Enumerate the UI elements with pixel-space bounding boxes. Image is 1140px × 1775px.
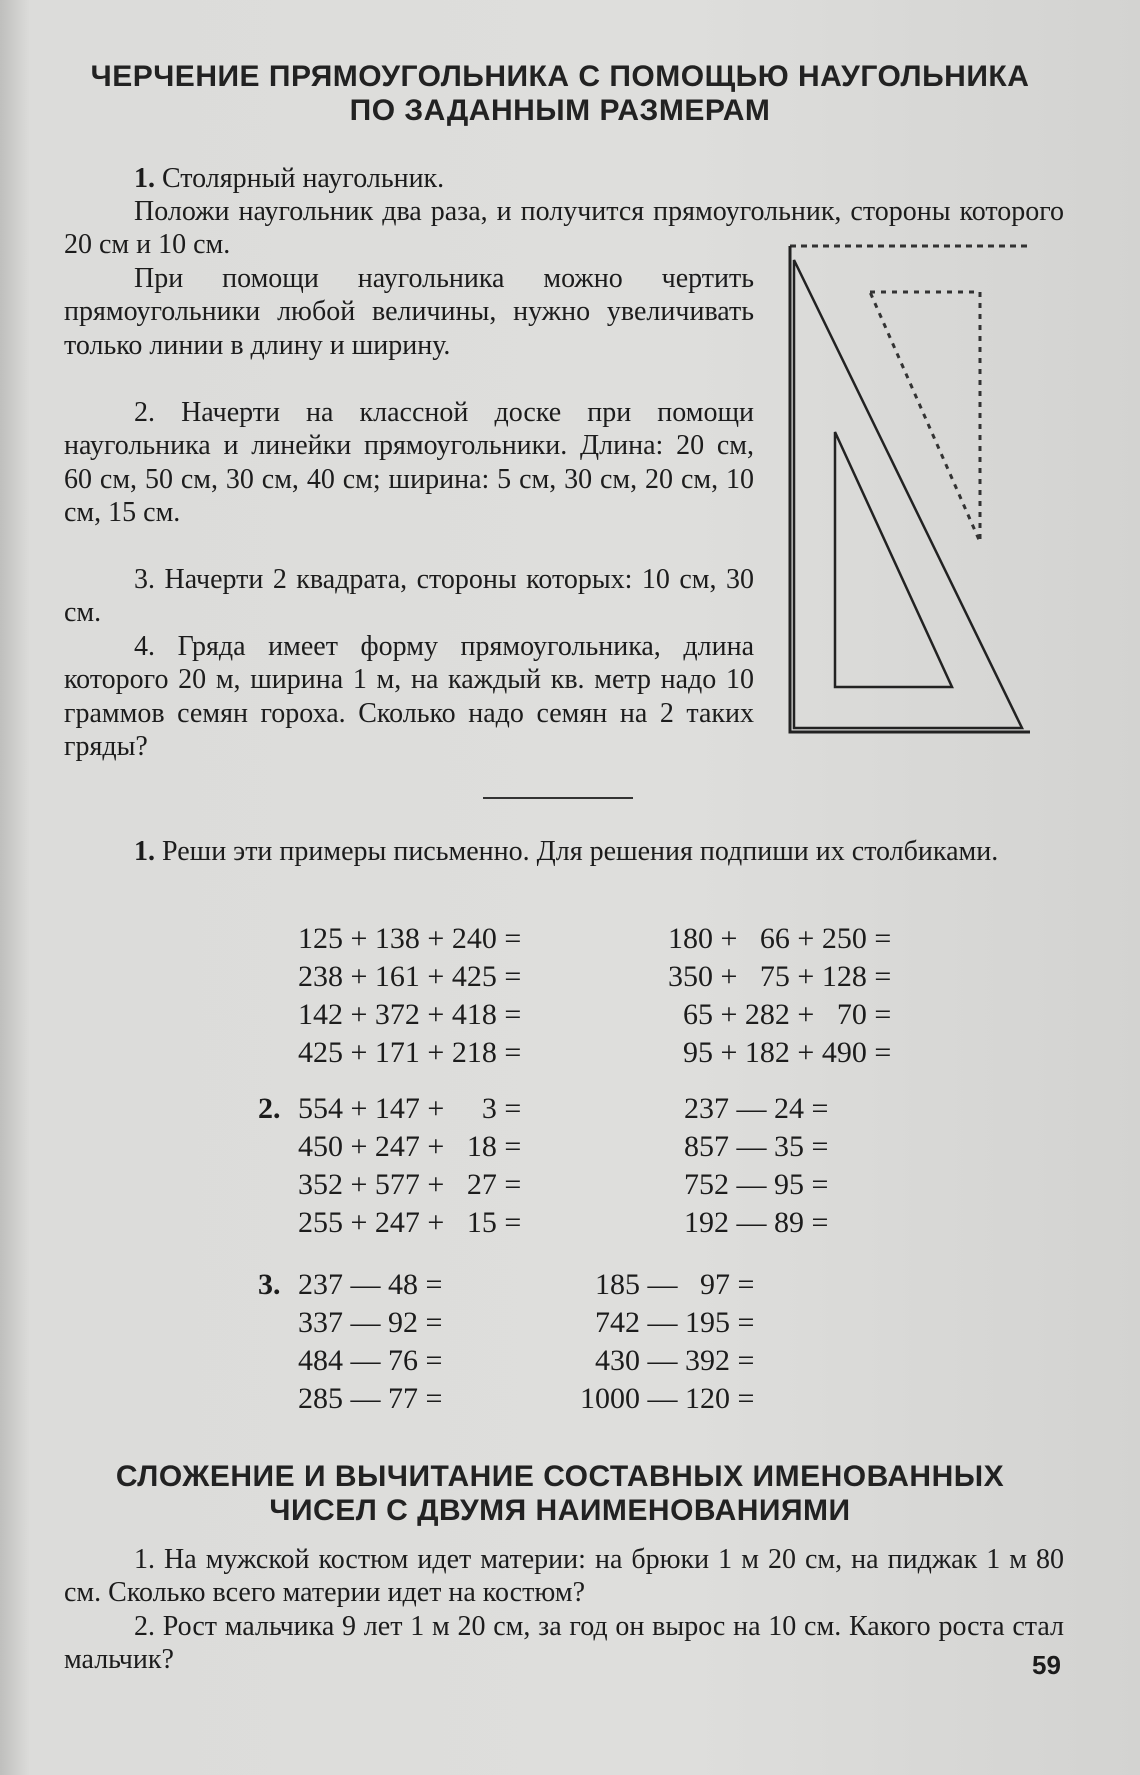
- group-2-left-column: [298, 1090, 521, 1242]
- dotted-rectangle-outline: [790, 246, 1030, 732]
- example: 352 + 577 + 27 =: [298, 1168, 522, 1201]
- group-1-right-column: [668, 920, 891, 1072]
- section-title-rectangle-drawing: [40, 60, 1080, 128]
- example: 192 — 89 =: [684, 1206, 829, 1239]
- section-title-compound-numbers: [40, 1460, 1080, 1528]
- example: 285 — 77 =: [298, 1382, 443, 1415]
- example: 350 + 75 + 128 =: [668, 960, 892, 993]
- example: 742 — 195 =: [580, 1306, 755, 1339]
- example: 554 + 147 + 3 =: [298, 1092, 522, 1125]
- title-line-1: ЧЕРЧЕНИЕ ПРЯМОУГОЛЬНИКА С ПОМОЩЬЮ НАУГОЛЬНИКА: [90, 60, 1030, 93]
- group-2-number: 2.: [258, 1092, 281, 1125]
- item-1-carpenter-square: [64, 162, 684, 195]
- example: 484 — 76 =: [298, 1344, 443, 1377]
- set-square-inner: [835, 432, 952, 687]
- example: 752 — 95 =: [684, 1168, 829, 1201]
- title-line-2: ПО ЗАДАННЫМ РАЗМЕРАМ: [349, 94, 771, 127]
- second-set-square-dotted: [870, 292, 980, 542]
- item-1-text: Столярный наугольник.: [162, 163, 445, 194]
- group-3-number: 3.: [258, 1268, 281, 1301]
- example: 857 — 35 =: [684, 1130, 829, 1163]
- exercise-1-number: 1.: [134, 836, 155, 867]
- example: 237 — 48 =: [298, 1268, 443, 1301]
- example: 337 — 92 =: [298, 1306, 443, 1339]
- exercise-instruction: [64, 835, 1064, 868]
- example: 142 + 372 + 418 =: [298, 998, 522, 1031]
- set-square-illustration: [780, 232, 1030, 742]
- group-3-left-column: [298, 1266, 442, 1418]
- item-4-garden-bed: 4. Гряда имеет форму прямоугольника, длина которого 20 м, ширина 1 м, на каждый кв. метр надо 10 граммов семян гороха. Сколько надо семян на 2 таких гряды?: [64, 631, 754, 763]
- example: 450 + 247 + 18 =: [298, 1130, 522, 1163]
- set-square-outer: [794, 260, 1022, 728]
- item-1-number: 1.: [134, 163, 155, 194]
- example: 180 + 66 + 250 =: [668, 922, 892, 955]
- example: 425 + 171 + 218 =: [298, 1036, 522, 1069]
- paragraph-place-square: Положи наугольник два раза, и получится прямоугольник, стороны которого 20 см и 10 см.: [64, 196, 1064, 261]
- example: 238 + 161 + 425 =: [298, 960, 522, 993]
- item-3-draw-squares: 3. Начерти 2 квадрата, стороны которых: 10 см, 30 см.: [64, 564, 754, 629]
- page-number: 59: [1032, 1650, 1061, 1680]
- example: 65 + 282 + 70 =: [668, 998, 892, 1031]
- example: 125 + 138 + 240 =: [298, 922, 522, 955]
- title-line-2: ЧИСЕЛ С ДВУМЯ НАИМЕНОВАНИЯМИ: [269, 1494, 851, 1527]
- rectangle-solid-edge: [790, 246, 1030, 732]
- problem-1-suit-fabric: 1. На мужской костюм идет материи: на брюки 1 м 20 см, на пиджак 1 м 80 см. Сколько всего материи идет на костюм?: [64, 1544, 1064, 1609]
- exercise-1-text: Реши эти примеры письменно. Для решения подпиши их столбиками.: [162, 836, 999, 867]
- group-3-right-column: [580, 1266, 754, 1418]
- example: 255 + 247 + 15 =: [298, 1206, 522, 1239]
- example: 95 + 182 + 490 =: [668, 1036, 892, 1069]
- group-2-right-column: [684, 1090, 828, 1242]
- example: 185 — 97 =: [580, 1268, 755, 1301]
- example: 1000 — 120 =: [580, 1382, 755, 1415]
- example: 430 — 392 =: [580, 1344, 755, 1377]
- section-divider: [483, 797, 633, 799]
- paragraph-with-square: При помощи наугольника можно чертить прямоугольники любой величины, нужно увеличивать только линии в длину и ширину.: [64, 263, 754, 361]
- example: 237 — 24 =: [684, 1092, 829, 1125]
- item-2-draw-rectangles: 2. Начерти на классной доске при помощи наугольника и линейки прямоугольники. Длина: 20 см, 60 см, 50 см, 30 см, 40 см; ширина: 5 см, 30 см, 20 см, 10 см, 15 см.: [64, 397, 754, 529]
- title-line-1: СЛОЖЕНИЕ И ВЫЧИТАНИЕ СОСТАВНЫХ ИМЕНОВАННЫХ: [115, 1460, 1005, 1493]
- group-1-left-column: [298, 920, 521, 1072]
- problem-2-boy-height: 2. Рост мальчика 9 лет 1 м 20 см, за год он вырос на 10 см. Какого роста стал мальчик?: [64, 1611, 1064, 1676]
